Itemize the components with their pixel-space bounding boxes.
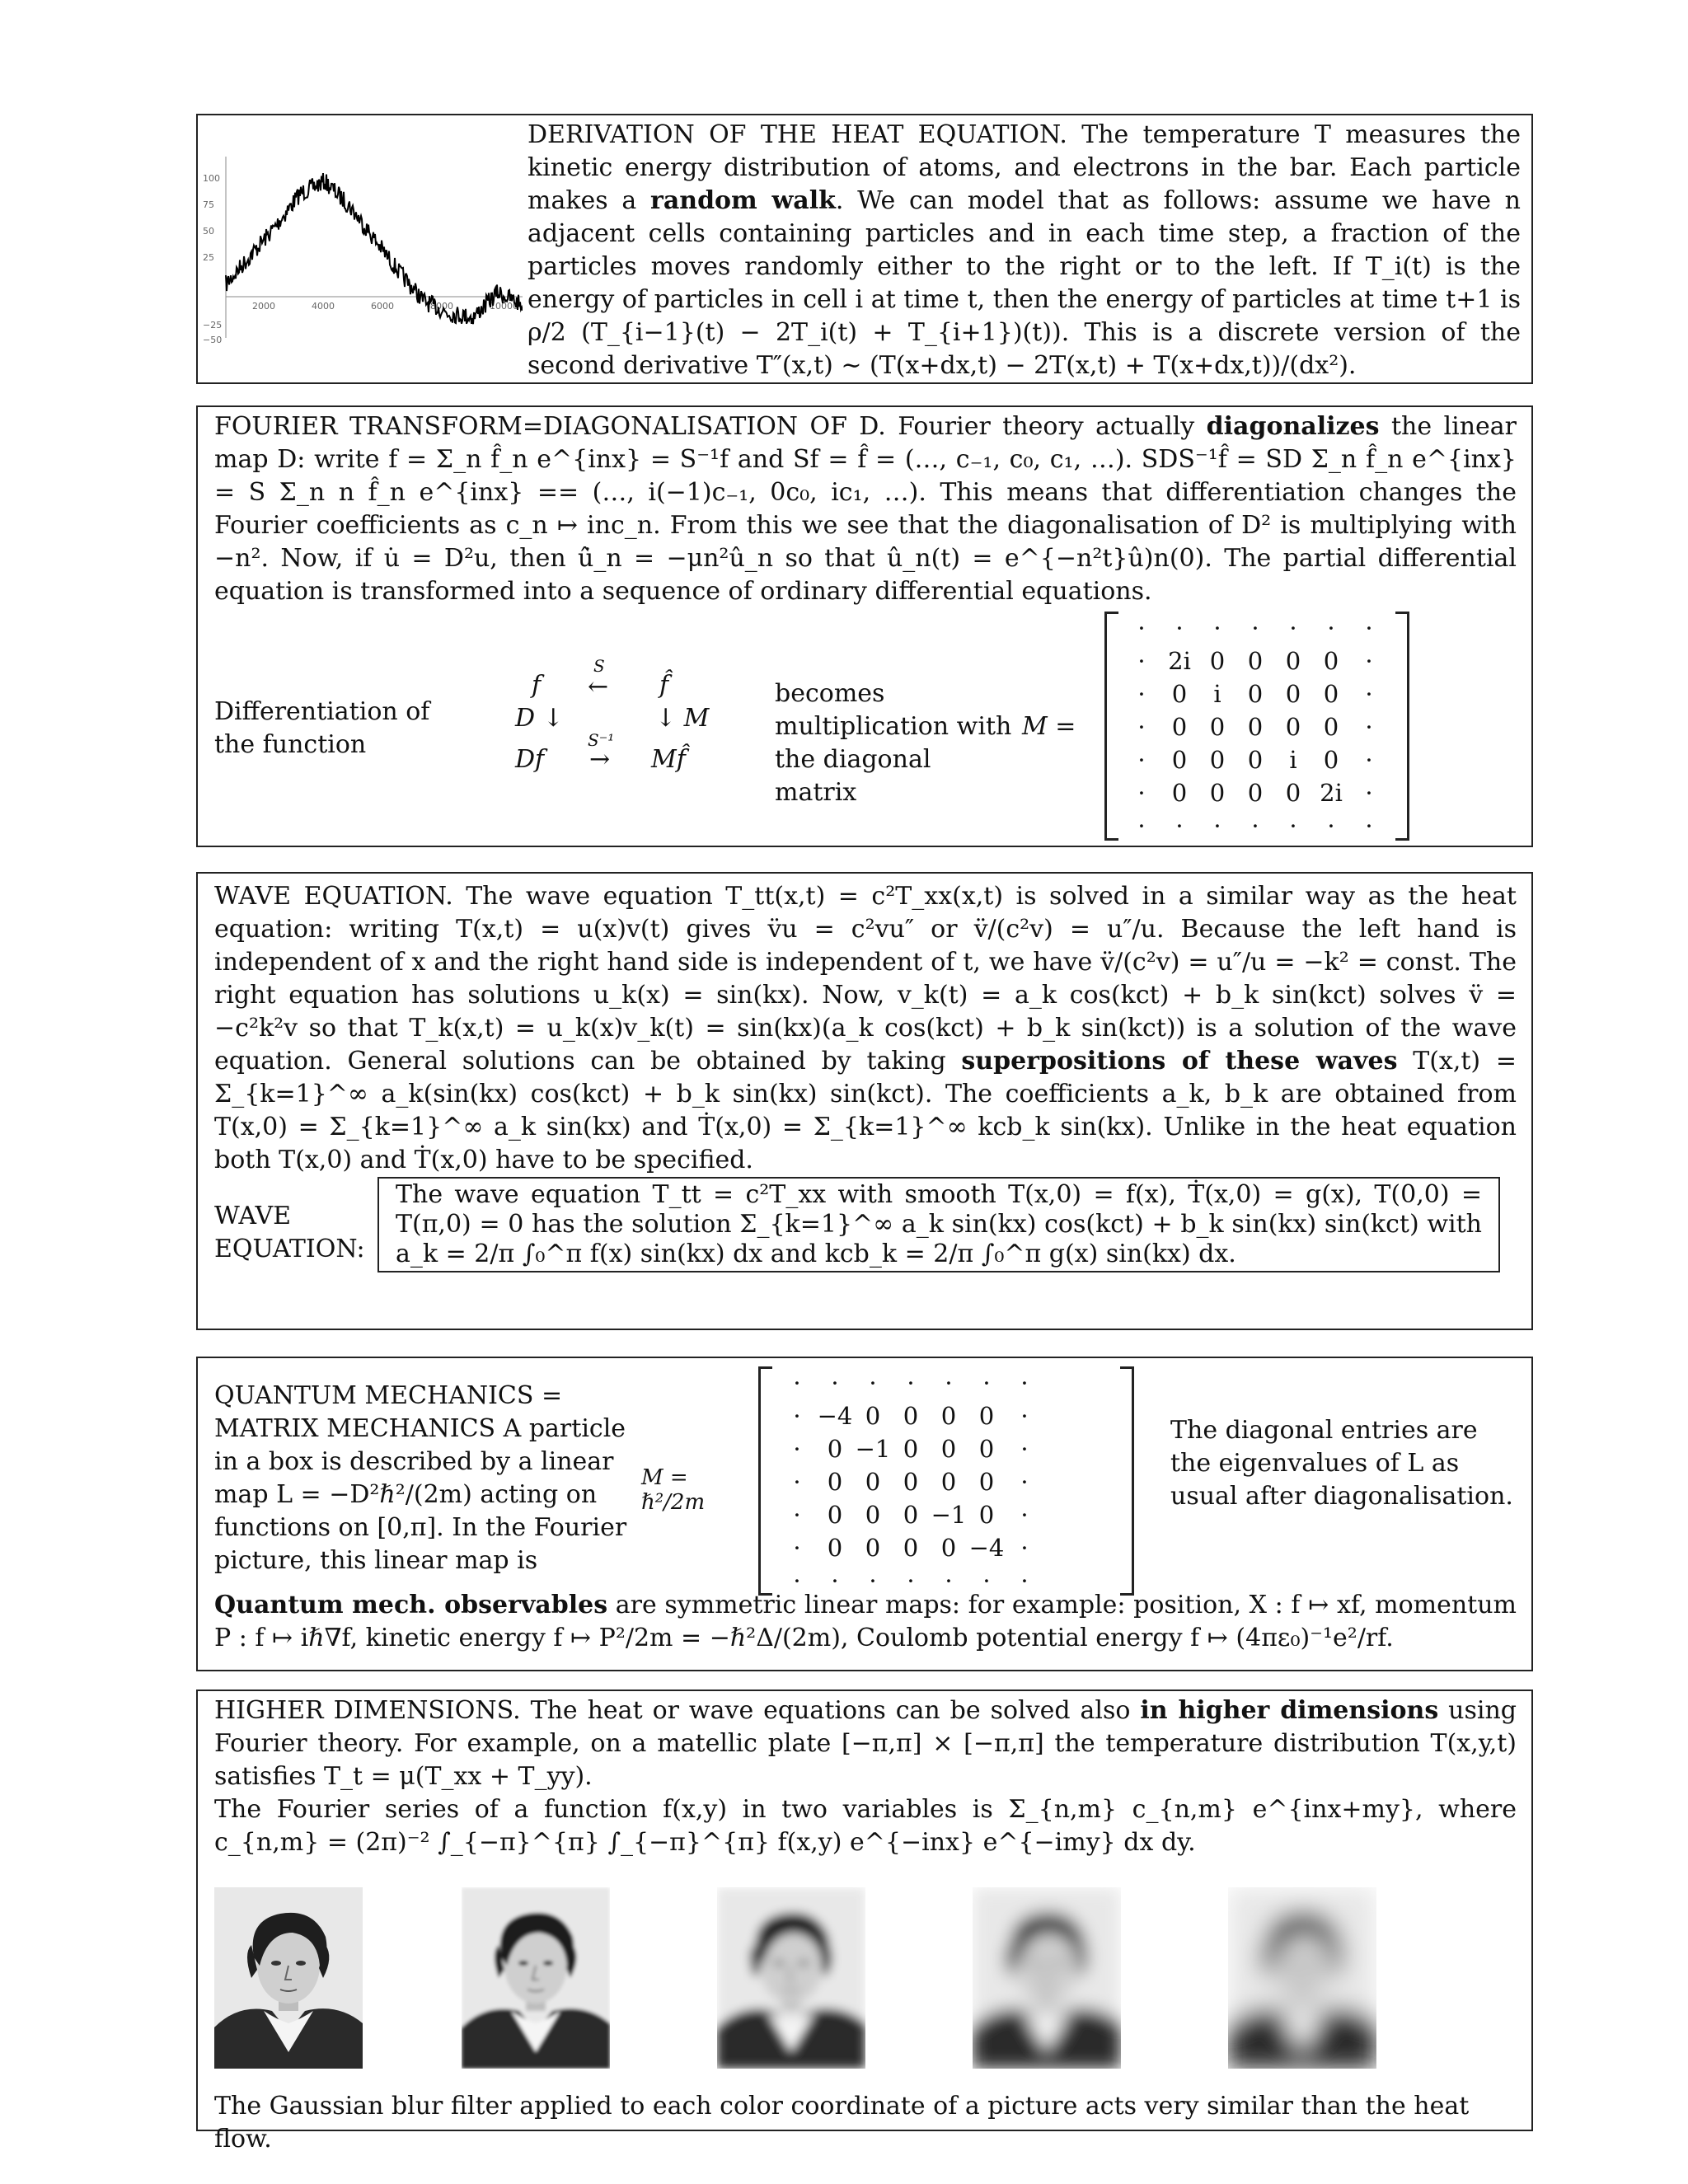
portrait-image: [973, 1887, 1121, 2069]
fourier-matrix-cell: 0: [1171, 713, 1188, 741]
fourier-matrix-cell: 0: [1323, 647, 1339, 675]
quantum-matrix-cell: ·: [831, 1369, 839, 1397]
diagonalizes-bold: diagonalizes: [1206, 412, 1380, 441]
fourier-matrix-cell: 0: [1247, 647, 1264, 675]
higher-dimensions-bold: in higher dimensions: [1140, 1696, 1439, 1725]
quantum-matrix-cell: ·: [907, 1369, 915, 1397]
portrait-image: [462, 1887, 610, 2069]
higher-text-2: using Fourier theory. For example, on a matellic plate [−π,π] × [−π,π] the temperature distribution T(x,y,t) satisfies T_t = μ(T_xx + T_yy).: [214, 1696, 1517, 1791]
quantum-matrix-cell: 0: [940, 1435, 957, 1463]
quantum-matrix: [758, 1366, 1134, 1596]
quantum-matrix-cell: ·: [1020, 1369, 1029, 1397]
fourier-matrix-cell: ·: [1365, 713, 1373, 741]
diag-Mfhat: Mf̂: [651, 745, 686, 774]
fourier-matrix-cell: ·: [1137, 614, 1146, 642]
fourier-matrix-cell: ·: [1327, 812, 1335, 840]
quantum-matrix-cell: ·: [869, 1369, 877, 1397]
higher-paragraph: [214, 1694, 1517, 1859]
quantum-matrix-cell: ·: [1020, 1567, 1029, 1595]
chart-ytick: 25: [203, 252, 214, 263]
chart-xtick: 2000: [252, 301, 275, 312]
quantum-matrix-cell: 0: [940, 1468, 957, 1496]
diag-S: S: [593, 656, 605, 676]
quantum-matrix-right-bracket: [1120, 1366, 1134, 1596]
fourier-matrix-cell: 2i: [1168, 647, 1191, 675]
wave-theorem-box: The wave equation T_tt = c²T_xx with smooth T(x,0) = f(x), Ṫ(x,0) = g(x), T(0,0) = T(π,0) = 0 has the solution Σ_{k=1}^∞ a_k sin(kx) cos(kct) + b_k sin(kx) sin(kct) with a_k = 2/π ∫₀^π f(x) sin(kx) dx and kcb_k = 2/π ∫₀^π g(x) sin(kx) dx.: [377, 1177, 1500, 1272]
quantum-matrix-cell: ·: [945, 1369, 953, 1397]
quantum-matrix-cell: 0: [903, 1402, 919, 1430]
quantum-matrix-cell: ·: [1020, 1534, 1029, 1562]
quantum-matrix-cell: ·: [982, 1567, 991, 1595]
quantum-matrix-cell: 0: [978, 1435, 995, 1463]
wave-paragraph: [214, 880, 1517, 1177]
diag-fhat: f̂: [659, 671, 669, 700]
fourier-text-1: FOURIER TRANSFORM=DIAGONALISATION OF D. Fourier theory actually: [214, 412, 1207, 441]
fourier-matrix-cell: 0: [1209, 647, 1226, 675]
fourier-matrix-cell: ·: [1289, 812, 1297, 840]
fourier-M-equals: M =: [1022, 712, 1076, 741]
commutative-diagram: [482, 656, 729, 794]
quantum-matrix-cell: 0: [865, 1468, 881, 1496]
chart-xtick: 6000: [371, 301, 394, 312]
fourier-matrix-cell: ·: [1137, 680, 1146, 708]
fourier-matrix-cell: ·: [1251, 614, 1259, 642]
chart-xtick: 8000: [430, 301, 453, 312]
higher-text-1: HIGHER DIMENSIONS. The heat or wave equations can be solved also: [214, 1696, 1141, 1725]
quantum-matrix-cell: −1: [931, 1501, 967, 1529]
quantum-text-2: are symmetric linear maps: for example: position, X : f ↦ xf, momentum P : f ↦ iℏ∇f, kinetic energy f ↦ P²/2m = −ℏ²Δ/(2m), Coulomb potential energy f ↦ (4πε₀)⁻¹e²/rf.: [214, 1591, 1517, 1652]
fourier-matrix-cell: ·: [1137, 713, 1146, 741]
becomes-text: becomes multiplication with the diagonal matrix: [775, 679, 1012, 807]
differentiation-label: Differentiation of the function: [214, 697, 430, 759]
quantum-matrix-cell: ·: [793, 1369, 801, 1397]
quantum-matrix-cell: ·: [945, 1567, 953, 1595]
fourier-matrix: [1104, 612, 1409, 841]
quantum-matrix-cell: −4: [817, 1402, 853, 1430]
fourier-matrix-cell: ·: [1365, 812, 1373, 840]
quantum-matrix-cell: 0: [827, 1534, 843, 1562]
fourier-matrix-cell: ·: [1175, 614, 1184, 642]
fourier-matrix-cell: 0: [1171, 680, 1188, 708]
diag-D: D ↓: [515, 704, 564, 733]
portrait-image: [1228, 1887, 1376, 2069]
quantum-matrix-cell: 0: [827, 1501, 843, 1529]
fourier-matrix-right-bracket: [1395, 612, 1409, 841]
fourier-matrix-cell: 0: [1171, 779, 1188, 807]
quantum-matrix-cell: ·: [869, 1567, 877, 1595]
fourier-matrix-cell: ·: [1365, 680, 1373, 708]
fourier-paragraph: [214, 410, 1517, 608]
fourier-matrix-cell: 0: [1285, 779, 1301, 807]
fourier-matrix-cell: 0: [1285, 647, 1301, 675]
wave-equation-box: [196, 872, 1533, 1330]
quantum-matrix-cell: ·: [1020, 1501, 1029, 1529]
fourier-matrix-cell: ·: [1365, 779, 1373, 807]
portrait-image: [214, 1887, 363, 2069]
wave-equation-label: WAVE EQUATION:: [214, 1202, 365, 1263]
quantum-matrix-cell: ·: [793, 1501, 801, 1529]
fourier-matrix-cell: ·: [1289, 614, 1297, 642]
fourier-matrix-cell: ·: [1327, 614, 1335, 642]
fourier-matrix-cell: 0: [1247, 680, 1264, 708]
random-walk-chart: [201, 148, 523, 346]
fourier-matrix-cell: ·: [1137, 779, 1146, 807]
heat-text-1: DERIVATION OF THE HEAT EQUATION. The temperature T measures the kinetic energy distribution of atoms, and electrons in the bar. Each particle makes a: [528, 120, 1521, 215]
wave-text-1: WAVE EQUATION. The wave equation T_tt(x,t) = c²T_xx(x,t) is solved in a similar way as the heat equation: writing T(x,t) = u(x)v(t) gives v̈u = c²vu″ or v̈/(c²v) = u″/u. Because the left hand is independent of x and the right hand side is independent of t, we have v̈/(c²v) = u″/u = −k² = const. The right equation has solutions u_k(x) = sin(kx). Now, v_k(t) = a_k cos(kct) + b_k sin(kct) solves v̈ = −c²k²v so that T_k(x,t) = u_k(x)v_k(t) = sin(kx)(a_k cos(kct) + b_k sin(kct)) is a solution of the wave equation. General solutions can be obtained by taking: [214, 882, 1517, 1076]
quantum-observables: [214, 1589, 1517, 1655]
fourier-matrix-cell: 0: [1171, 746, 1188, 774]
quantum-matrix-cell: ·: [793, 1567, 801, 1595]
quantum-matrix-cell: ·: [1020, 1468, 1029, 1496]
diag-f: f: [532, 671, 542, 700]
observables-bold: Quantum mech. observables: [214, 1591, 608, 1619]
higher-dimensions-box: [196, 1690, 1533, 2154]
fourier-matrix-cell: ·: [1175, 812, 1184, 840]
chart-ytick: 100: [203, 173, 220, 184]
diag-larrow: ←: [588, 673, 609, 701]
fourier-matrix-cell: 0: [1209, 746, 1226, 774]
quantum-matrix-cell: 0: [865, 1402, 881, 1430]
diag-M: ↓ M: [655, 704, 710, 733]
fourier-matrix-cell: ·: [1213, 614, 1221, 642]
chart-ytick: 50: [203, 226, 214, 237]
quantum-matrix-cell: 0: [903, 1501, 919, 1529]
quantum-matrix-cell: 0: [978, 1501, 995, 1529]
quantum-matrix-cell: 0: [865, 1534, 881, 1562]
fourier-matrix-cell: 0: [1247, 779, 1264, 807]
quantum-matrix-cell: −4: [968, 1534, 1005, 1562]
higher-text-3: The Fourier series of a function f(x,y) in two variables is Σ_{n,m} c_{n,m} e^{inx+my}, where c_{n,m} = (2π)⁻² ∫_{−π}^{π} ∫_{−π}^{π} f(x,y) e^{−inx} e^{−imy} dx dy.: [214, 1795, 1517, 1857]
diag-Df: Df: [515, 745, 545, 774]
quantum-matrix-cell: ·: [793, 1402, 801, 1430]
fourier-matrix-cell: 0: [1285, 713, 1301, 741]
quantum-matrix-left-bracket: [758, 1366, 772, 1596]
diag-rarrow: →: [589, 745, 611, 774]
quantum-matrix-cell: 0: [978, 1402, 995, 1430]
quantum-matrix-cell: 0: [827, 1435, 843, 1463]
fourier-matrix-left-bracket: [1104, 612, 1118, 841]
chart-ytick: −25: [203, 320, 223, 330]
fourier-matrix-cell: ·: [1251, 812, 1259, 840]
quantum-matrix-cell: 0: [903, 1435, 919, 1463]
quantum-M-equals: M = ℏ²/2m: [641, 1465, 706, 1515]
fourier-matrix-cell: 0: [1247, 746, 1264, 774]
fourier-matrix-cell: i: [1213, 680, 1221, 708]
quantum-matrix-cell: ·: [793, 1534, 801, 1562]
heat-paragraph: [528, 119, 1521, 382]
fourier-text-2: the linear map D: write f = Σ_n f̂_n e^{inx} = S⁻¹f and Sf = f̂ = (…, c₋₁, c₀, c₁, …). SDS⁻¹f̂ = SD Σ_n f̂_n e^{inx} = S Σ_n n f̂_n e^{inx} == (…, i(−1)c₋₁, 0c₀, ic₁, …). This means that differentiation changes the Fourier coefficients as c_n ↦ inc_n. From this we see that the diagonalisation of D² is multiplying with −n². Now, if u̇ = D²u, then û̇_n = −μn²û_n so that û_n(t) = e^{−n²t}û)n(0). The partial differential equation is transformed into a sequence of ordinary differential equations.: [214, 412, 1517, 606]
fourier-matrix-cell: ·: [1137, 812, 1146, 840]
fourier-matrix-cell: 0: [1209, 713, 1226, 741]
fourier-matrix-cell: 2i: [1320, 779, 1343, 807]
chart-ytick: −50: [203, 335, 223, 345]
fourier-matrix-cell: ·: [1365, 746, 1373, 774]
fourier-matrix-cell: 0: [1323, 680, 1339, 708]
fourier-matrix-cell: ·: [1137, 746, 1146, 774]
quantum-left-text: QUANTUM MECHANICS = MATRIX MECHANICS A particle in a box is described by a linear map L = −D²ℏ²/(2m) acting on functions on [0,π]. In the Fourier picture, this linear map is: [214, 1381, 627, 1575]
diag-Sinv: S⁻¹: [588, 730, 615, 750]
quantum-box: [196, 1357, 1533, 1671]
random-walk-bold: random walk: [650, 186, 836, 215]
quantum-matrix-cell: 0: [903, 1468, 919, 1496]
fourier-matrix-cell: 0: [1247, 713, 1264, 741]
fourier-box: [196, 405, 1533, 847]
quantum-matrix-cell: −1: [855, 1435, 891, 1463]
quantum-matrix-cell: ·: [831, 1567, 839, 1595]
heat-text-2: . We can model that as follows: assume we have n adjacent cells containing particles and in each time step, a fraction of the particles moves randomly either to the right or to the left. If T_i(t) is the energy of particles in cell i at time t, then the energy of particles at time t+1 is ρ/2 (T_{i−1}(t) − 2T_i(t) + T_{i+1})(t)). This is a discrete version of the second derivative T″(x,t) ∼ (T(x+dx,t) − 2T(x,t) + T(x+dx,t))/(dx²).: [528, 186, 1521, 380]
wave-text-2: T(x,t) = Σ_{k=1}^∞ a_k(sin(kx) cos(kct) + b_k sin(kx) sin(kct). The coefficients a_k, b_k are obtained from T(x,0) = Σ_{k=1}^∞ a_k sin(kx) and Ṫ(x,0) = Σ_{k=1}^∞ kcb_k sin(kx). Unlike in the heat equation both T(x,0) and Ṫ(x,0) have to be specified.: [214, 1047, 1517, 1174]
chart-xtick: 10000: [490, 301, 518, 312]
quantum-right-text: The diagonal entries are the eigenvalues of L as usual after diagonalisation.: [1170, 1416, 1513, 1511]
heat-equation-box: [196, 114, 1533, 384]
fourier-matrix-cell: ·: [1365, 647, 1373, 675]
quantum-matrix-cell: ·: [907, 1567, 915, 1595]
quantum-matrix-cell: ·: [793, 1468, 801, 1496]
quantum-matrix-cell: 0: [940, 1534, 957, 1562]
quantum-matrix-cell: 0: [978, 1468, 995, 1496]
quantum-matrix-cell: ·: [1020, 1435, 1029, 1463]
quantum-matrix-cell: ·: [793, 1435, 801, 1463]
superpositions-bold: superpositions of these waves: [961, 1047, 1398, 1076]
fourier-matrix-cell: 0: [1209, 779, 1226, 807]
quantum-matrix-cell: 0: [903, 1534, 919, 1562]
quantum-matrix-cell: 0: [827, 1468, 843, 1496]
portrait-image: [717, 1887, 865, 2069]
fourier-matrix-cell: 0: [1323, 746, 1339, 774]
quantum-matrix-cell: 0: [865, 1501, 881, 1529]
gaussian-caption: The Gaussian blur filter applied to each color coordinate of a picture acts very similar than the heat flow.: [214, 2092, 1470, 2154]
fourier-matrix-cell: 0: [1323, 713, 1339, 741]
chart-ytick: 75: [203, 199, 214, 210]
quantum-matrix-cell: ·: [1020, 1402, 1029, 1430]
fourier-matrix-cell: ·: [1365, 614, 1373, 642]
fourier-matrix-cell: 0: [1285, 680, 1301, 708]
quantum-matrix-cell: ·: [982, 1369, 991, 1397]
chart-xtick: 4000: [312, 301, 335, 312]
fourier-matrix-cell: ·: [1137, 647, 1146, 675]
quantum-matrix-cell: 0: [940, 1402, 957, 1430]
fourier-matrix-cell: ·: [1213, 812, 1221, 840]
fourier-matrix-cell: i: [1289, 746, 1297, 774]
